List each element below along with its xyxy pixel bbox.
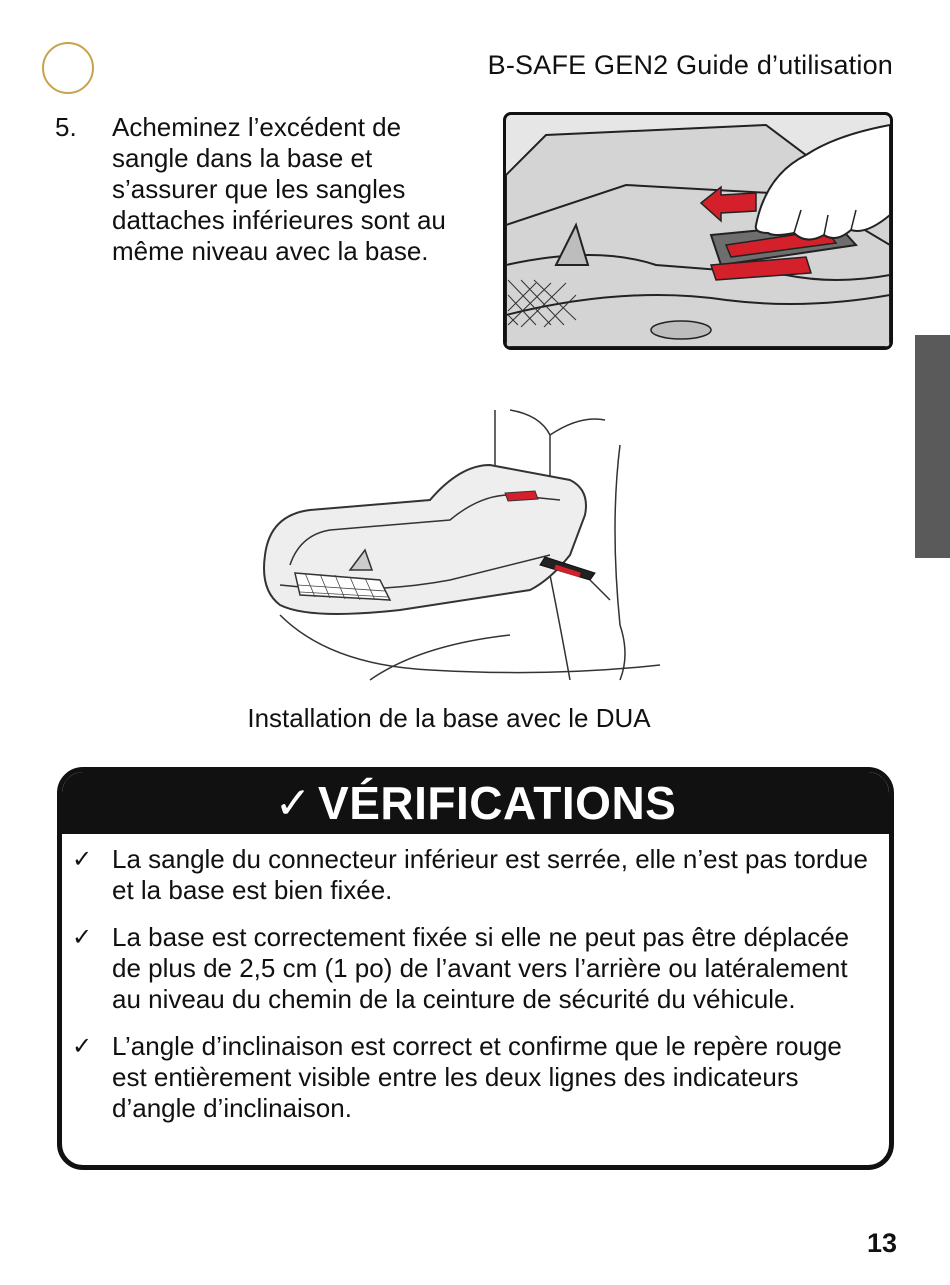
section-tab: [915, 335, 950, 558]
base-installation-illustration: [250, 405, 670, 685]
check-icon: ✓: [72, 923, 93, 951]
list-item-text: La sangle du connecteur inférieur est serrée, elle n’est pas tordue et la base est bien fixée.: [112, 844, 868, 905]
check-icon: ✓: [72, 845, 93, 873]
registration-circle: [42, 42, 94, 94]
document-title: B-SAFE GEN2 Guide d’utilisation: [487, 50, 893, 80]
list-item-text: La base est correctement fixée si elle ne peut pas être déplacée de plus de 2,5 cm (1 po) de l’avant vers l’arrière ou latéralement au niveau du chemin de la ceinture de sécurité du véhicule.: [112, 922, 850, 1014]
list-item-text: L’angle d’inclinaison est correct et confirme que le repère rouge est entièrement visible entre les deux lignes des indicateurs d’angle d’inclinaison.: [112, 1031, 842, 1123]
list-item: [62, 844, 889, 906]
list-item: [62, 1031, 889, 1124]
strap-routing-illustration: [503, 112, 893, 350]
step-number: 5.: [55, 112, 77, 142]
page-number: 13: [866, 1228, 897, 1258]
verifications-header: [62, 772, 889, 834]
figure-caption: Installation de la base avec le DUA: [247, 703, 651, 733]
check-icon: ✓: [72, 1032, 93, 1060]
verifications-list: [62, 844, 889, 1124]
step-text: Acheminez l’excédent de sangle dans la base et s’assurer que les sangles dattaches inférieures sont au même niveau avec la base.: [112, 112, 446, 266]
verifications-box: [57, 767, 894, 1170]
check-icon: ✓: [274, 777, 313, 829]
verifications-title: VÉRIFICATIONS: [318, 777, 677, 829]
list-item: [62, 922, 889, 1015]
